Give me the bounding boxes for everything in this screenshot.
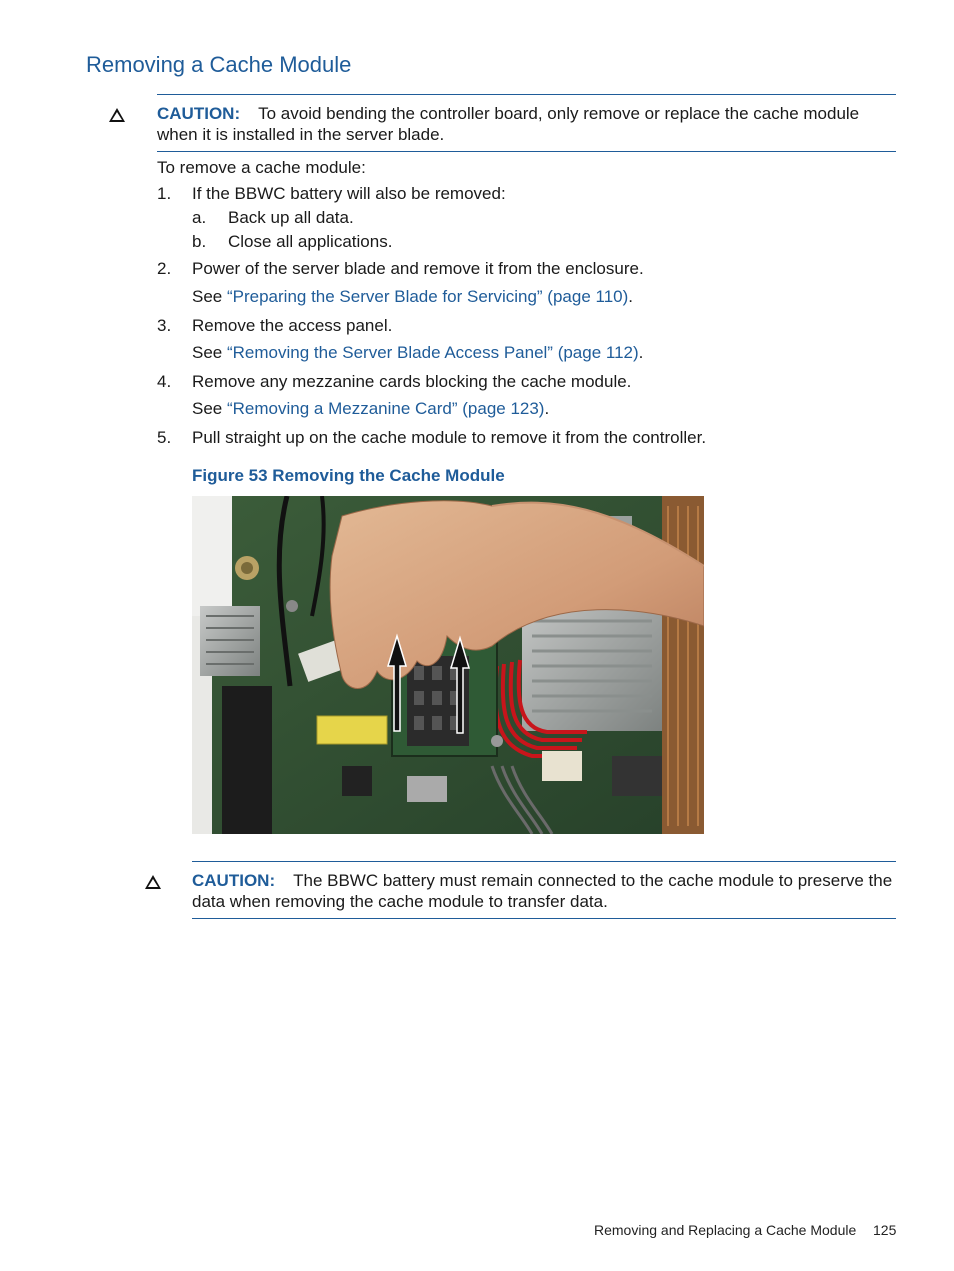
caution-text: To avoid bending the controller board, only remove or replace the cache module when it is installed in the server blade. (157, 104, 860, 144)
footer-section: Removing and Replacing a Cache Module (594, 1222, 857, 1238)
see-label: See (192, 343, 227, 362)
substep-text: Close all applications. (228, 232, 393, 251)
caution-box-1 (157, 94, 896, 152)
caution-label: CAUTION: (157, 104, 241, 123)
caution-icon (109, 108, 125, 122)
photo-illustration (192, 496, 704, 834)
see-reference (192, 286, 633, 308)
page-title: Removing a Cache Module (86, 52, 352, 77)
substep-text: Back up all data. (228, 208, 354, 227)
page-number: 125 (873, 1222, 897, 1238)
caution-text: The BBWC battery must remain connected to the cache module to preserve the data when removing the cache module to transfer data. (192, 871, 893, 911)
xref-link[interactable]: “Removing a Mezzanine Card” (page 123) (226, 399, 545, 418)
step-number: 2. (157, 259, 172, 278)
step-number: 5. (157, 428, 172, 447)
step-number: 1. (157, 184, 172, 203)
see-reference (192, 398, 549, 420)
punctuation: . (628, 287, 633, 306)
step-number: 4. (157, 372, 172, 391)
cache-module-photo (192, 496, 704, 834)
step-text: Remove any mezzanine cards blocking the cache module. (192, 372, 632, 391)
figure-caption: Figure 53 Removing the Cache Module (192, 466, 505, 485)
punctuation: . (544, 399, 550, 418)
caution-box-2 (192, 861, 896, 919)
step-text: If the BBWC battery will also be removed: (192, 184, 506, 203)
substep-letter: b. (192, 232, 207, 251)
step-number: 3. (157, 316, 172, 335)
punctuation: . (638, 343, 644, 362)
see-label: See (192, 287, 227, 306)
xref-link[interactable]: “Removing the Server Blade Access Panel” (page 112) (226, 343, 639, 362)
step-text: Remove the access panel. (192, 316, 393, 335)
xref-link[interactable]: “Preparing the Server Blade for Servicing” (page 110) (226, 287, 629, 306)
step-text: Pull straight up on the cache module to remove it from the controller. (192, 428, 707, 447)
intro-text: To remove a cache module: (157, 158, 366, 177)
caution-label: CAUTION: (192, 871, 276, 890)
substep-letter: a. (192, 208, 207, 227)
see-reference (192, 342, 643, 364)
see-label: See (192, 399, 227, 418)
step-text: Power of the server blade and remove it from the enclosure. (192, 259, 644, 278)
caution-icon (145, 875, 161, 889)
